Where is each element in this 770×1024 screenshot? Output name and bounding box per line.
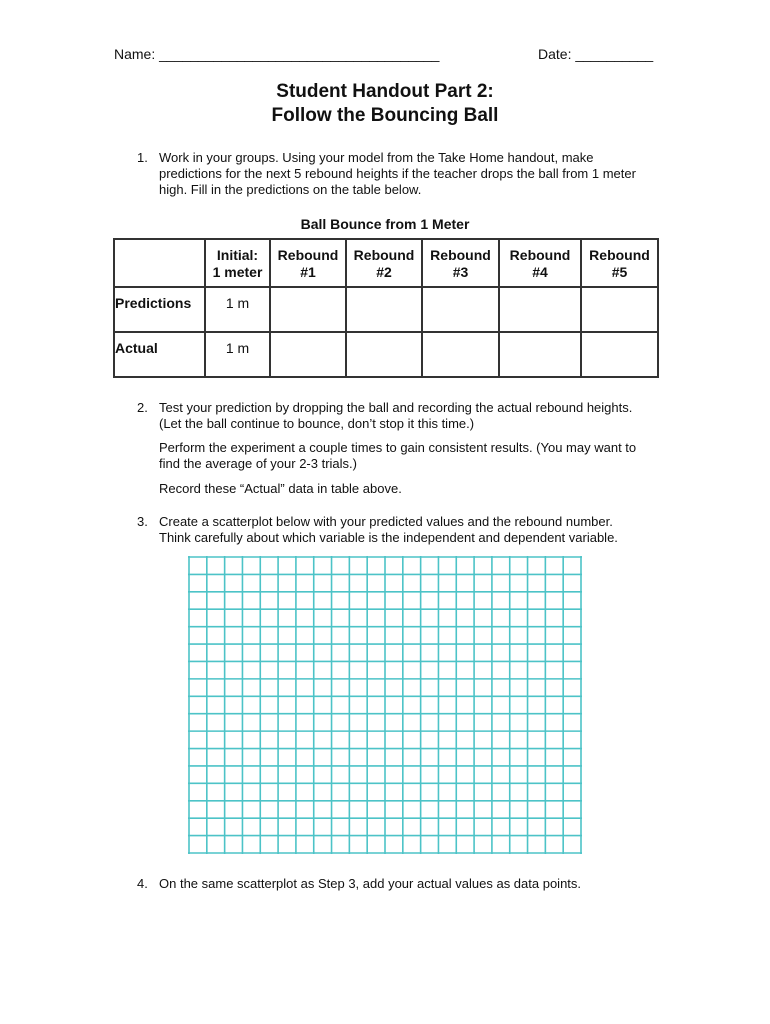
actual-initial-value: 1 m [205, 332, 270, 377]
header-rebound-1-line2: #1 [300, 264, 316, 280]
row-label-actual: Actual [114, 332, 205, 377]
actual-rebound-5-cell[interactable] [581, 332, 658, 377]
instruction-3-text: Create a scatterplot below with your predicted values and the rebound number. Think carefully about which variable is the independent and dependent variable. [159, 514, 618, 545]
header-initial-line2: 1 meter [212, 264, 263, 280]
handout-title: Student Handout Part 2: [276, 81, 494, 102]
actual-rebound-2-cell[interactable] [346, 332, 422, 377]
predictions-rebound-2-cell[interactable] [346, 287, 422, 332]
graph-paper-grid[interactable] [188, 556, 582, 854]
header-initial [205, 239, 270, 287]
instruction-1-text: Work in your groups. Using your model from the Take Home handout, make predictions for the next 5 rebound heights if the teacher drops the ball from 1 meter high. Fill in the predictions on the table below. [159, 150, 636, 197]
header-rebound-2-line1: Rebound [353, 247, 415, 263]
predictions-rebound-5-cell[interactable] [581, 287, 658, 332]
actual-rebound-3-cell[interactable] [422, 332, 499, 377]
table-header-row [114, 239, 658, 287]
instruction-2-text: Test your prediction by dropping the ball and recording the actual rebound heights. (Let the ball continue to bounce, don’t stop it this time.) [159, 400, 633, 431]
header-initial-line1: Initial: [216, 247, 259, 263]
name-field-label: Name: ____________________________________ [114, 46, 440, 62]
instruction-4-text: On the same scatterplot as Step 3, add your actual values as data points. [159, 876, 582, 891]
date-field-label: Date: __________ [538, 46, 654, 62]
handout-subtitle: Follow the Bouncing Ball [271, 105, 499, 126]
ball-bounce-table [113, 238, 659, 378]
instruction-3-number: 3. [137, 514, 148, 529]
header-rebound-2-line2: #2 [376, 264, 392, 280]
predictions-rebound-1-cell[interactable] [270, 287, 346, 332]
header-rebound-4 [499, 239, 581, 287]
table-row [114, 332, 658, 377]
predictions-initial-value: 1 m [205, 287, 270, 332]
header-rebound-4-line2: #4 [532, 264, 548, 280]
instruction-2-paragraph-1: Perform the experiment a couple times to gain consistent results. (You may want to find the average of your 2-3 trials.) [159, 440, 637, 471]
header-rebound-2 [346, 239, 422, 287]
header-rebound-3-line2: #3 [452, 264, 469, 280]
row-label-predictions: Predictions [114, 287, 205, 332]
header-rebound-3-line1: Rebound [430, 247, 491, 263]
instruction-2-paragraph-2: Record these “Actual” data in table above. [159, 481, 402, 496]
instruction-2-number: 2. [137, 400, 148, 415]
header-rebound-4-line1: Rebound [509, 247, 571, 263]
actual-rebound-1-cell[interactable] [270, 332, 346, 377]
instruction-1-number: 1. [137, 150, 148, 165]
header-rebound-1-line1: Rebound [277, 247, 339, 263]
table-corner-cell [114, 239, 205, 287]
header-rebound-1 [270, 239, 346, 287]
predictions-rebound-3-cell[interactable] [422, 287, 499, 332]
instruction-4-number: 4. [137, 876, 148, 891]
table-title: Ball Bounce from 1 Meter [300, 216, 470, 232]
header-rebound-5-line2: #5 [611, 264, 628, 280]
header-rebound-3 [422, 239, 499, 287]
header-rebound-5 [581, 239, 658, 287]
table-row [114, 287, 658, 332]
header-rebound-5-line1: Rebound [589, 247, 650, 263]
actual-rebound-4-cell[interactable] [499, 332, 581, 377]
predictions-rebound-4-cell[interactable] [499, 287, 581, 332]
